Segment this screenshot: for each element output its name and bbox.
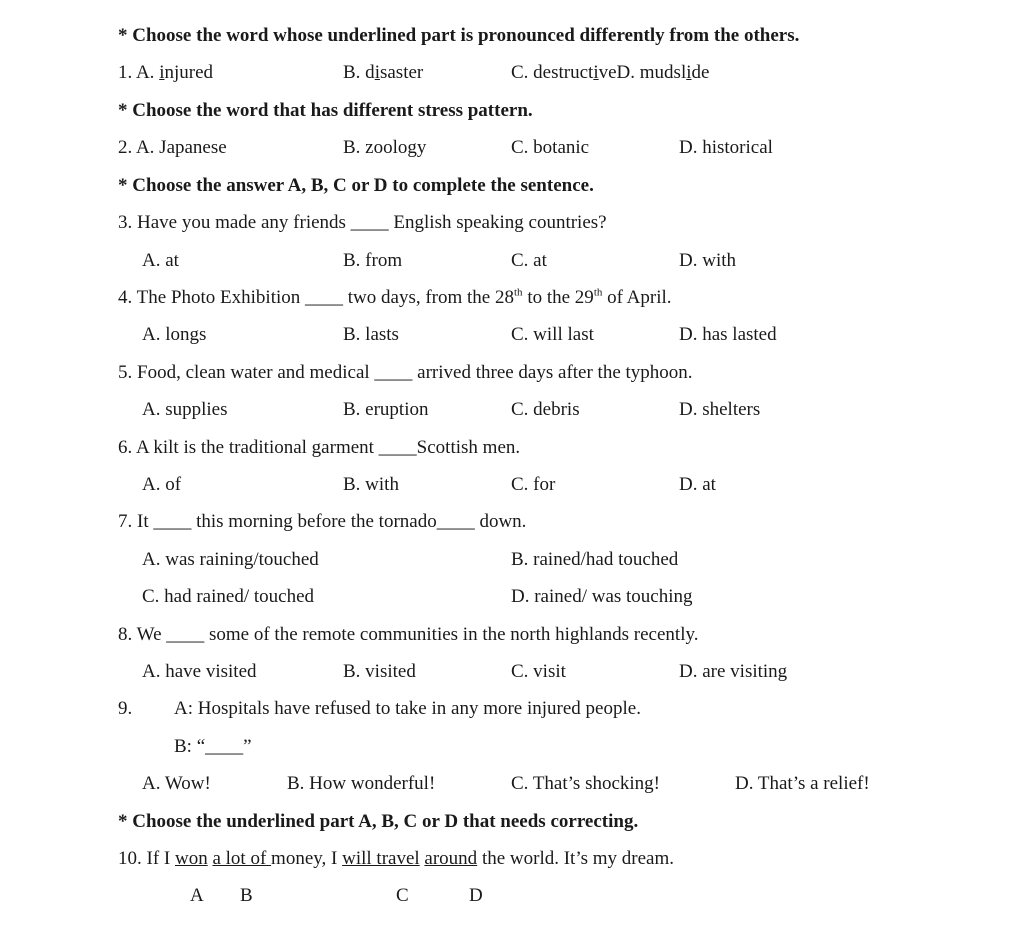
q7-option-c: C. had rained/ touched	[142, 586, 315, 607]
q10-label-b: B	[240, 885, 253, 906]
q9-option-c: C. That’s shocking!	[511, 773, 661, 794]
q5-option-d: D. shelters	[679, 399, 761, 420]
q6-option-d: D. at	[679, 474, 716, 495]
q2-option-a: 2. A. Japanese	[118, 137, 227, 158]
q10-label-a: A	[190, 885, 204, 906]
q3-option-c: C. at	[511, 250, 547, 271]
q1-option-b: B. disaster	[343, 62, 424, 83]
q10-label-d: D	[469, 885, 483, 906]
q4-option-b: B. lasts	[343, 324, 399, 345]
instruction-correct: * Choose the underlined part A, B, C or D that needs correcting.	[118, 811, 639, 832]
q3-option-b: B. from	[343, 250, 403, 271]
q2-option-d: D. historical	[679, 137, 773, 158]
q7-stem: 7. It ____ this morning before the tornado____ down.	[118, 511, 527, 532]
q4-option-c: C. will last	[511, 324, 594, 345]
q5-stem: 5. Food, clean water and medical ____ arrived three days after the typhoon.	[118, 362, 693, 383]
q4-option-d: D. has lasted	[679, 324, 777, 345]
q9-number: 9.	[118, 698, 133, 719]
q6-option-b: B. with	[343, 474, 399, 495]
q5-option-b: B. eruption	[343, 399, 429, 420]
q9-option-a: A. Wow!	[142, 773, 211, 794]
q6-option-a: A. of	[142, 474, 182, 495]
q7-option-d: D. rained/ was touching	[511, 586, 693, 607]
q7-option-b: B. rained/had touched	[511, 549, 679, 570]
q6-option-c: C. for	[511, 474, 556, 495]
q5-option-a: A. supplies	[142, 399, 228, 420]
q1-option-a: 1. A. injured	[118, 62, 214, 83]
q3-option-d: D. with	[679, 250, 736, 271]
q8-stem: 8. We ____ some of the remote communities in the north highlands recently.	[118, 624, 699, 645]
instruction-pronunciation: * Choose the word whose underlined part is pronounced differently from the others.	[118, 25, 800, 46]
q8-option-c: C. visit	[511, 661, 566, 682]
q9-option-d: D. That’s a relief!	[735, 773, 870, 794]
q8-option-a: A. have visited	[142, 661, 257, 682]
q9-option-b: B. How wonderful!	[287, 773, 436, 794]
instruction-complete: * Choose the answer A, B, C or D to complete the sentence.	[118, 175, 594, 196]
q8-option-b: B. visited	[343, 661, 416, 682]
q6-stem: 6. A kilt is the traditional garment ____Scottish men.	[118, 437, 521, 458]
q7-option-a: A. was raining/touched	[142, 549, 319, 570]
q2-option-b: B. zoology	[343, 137, 427, 158]
q4-option-a: A. longs	[142, 324, 207, 345]
q2-option-c: C. botanic	[511, 137, 590, 158]
q5-option-c: C. debris	[511, 399, 580, 420]
q3-stem: 3. Have you made any friends ____ English speaking countries?	[118, 212, 607, 233]
q9-dialogue-a: A: Hospitals have refused to take in any more injured people.	[174, 698, 641, 719]
q10-label-c: C	[396, 885, 409, 906]
q3-option-a: A. at	[142, 250, 179, 271]
instruction-stress: * Choose the word that has different stress pattern.	[118, 100, 533, 121]
q1-option-c-d: C. destructiveD. mudslide	[511, 62, 710, 83]
q10-sentence: 10. If I won a lot of money, I will travel around the world. It’s my dream.	[118, 848, 675, 869]
q8-option-d: D. are visiting	[679, 661, 788, 682]
q4-stem: 4. The Photo Exhibition ____ two days, from the 28th to the 29th of April.	[118, 286, 672, 308]
q9-dialogue-b: B: “____”	[174, 736, 252, 757]
